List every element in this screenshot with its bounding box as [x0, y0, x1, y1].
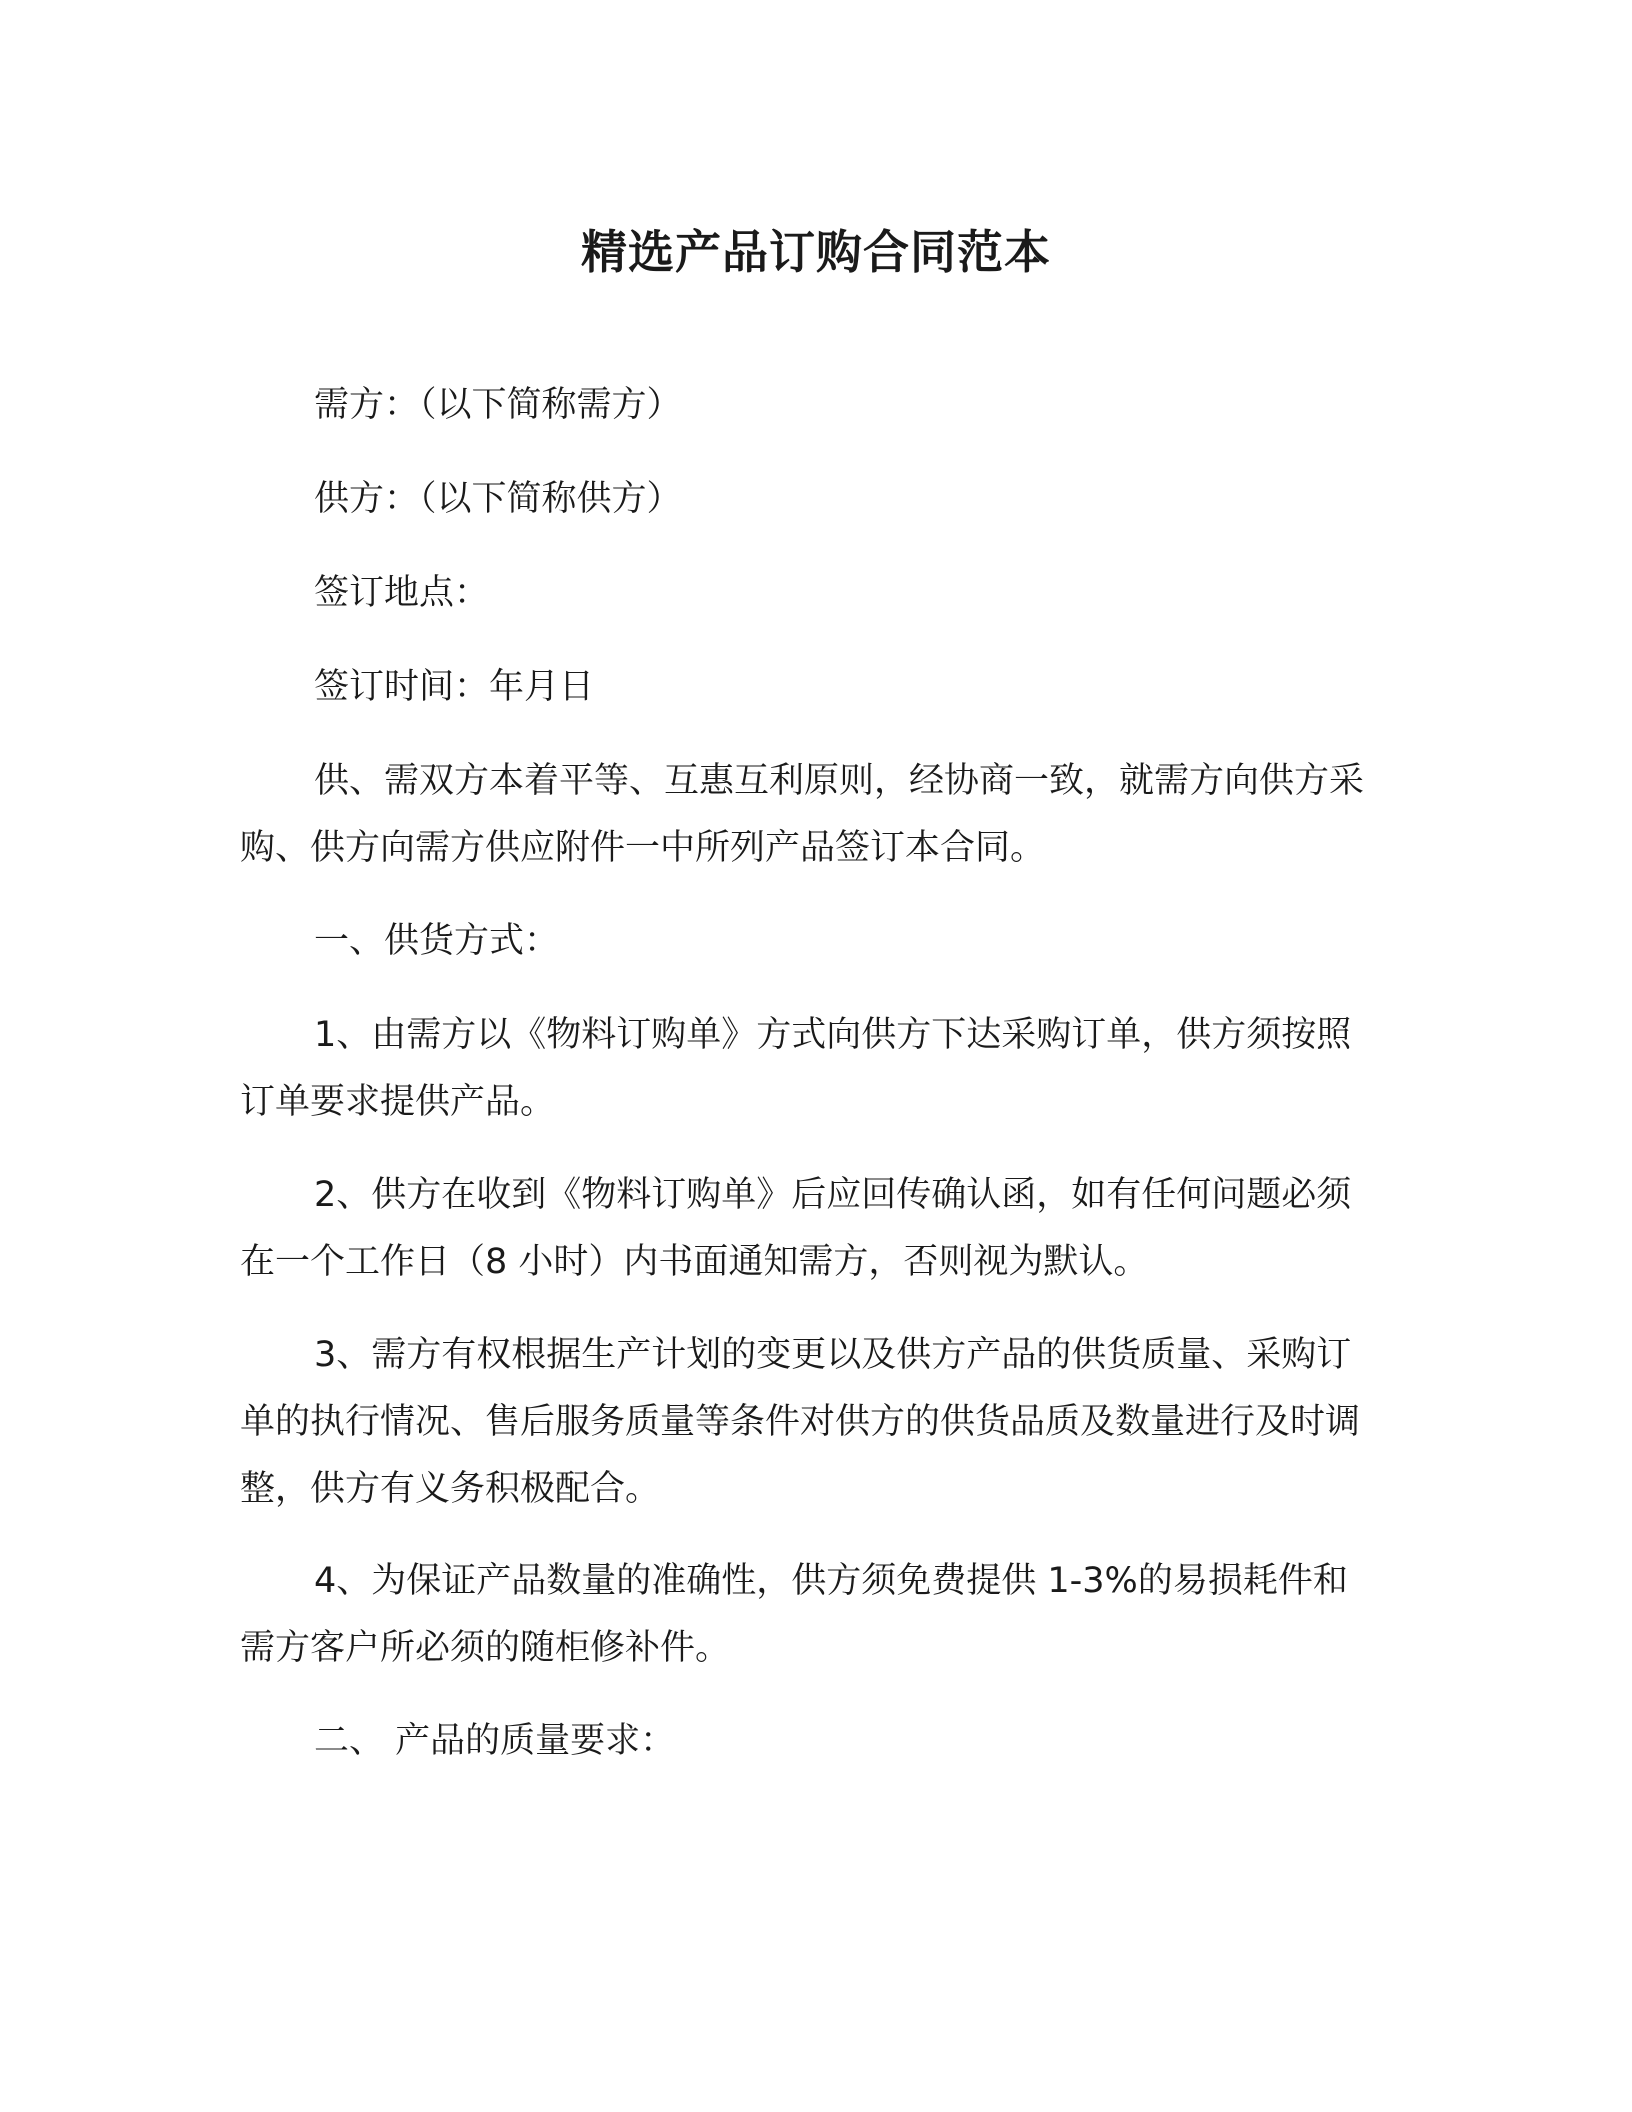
preamble-paragraph: 供、需双方本着平等、互惠互利原则，经协商一致，就需方向供方采购、供方向需方供应附件一中所列产品签订本合同。 [240, 761, 1365, 868]
clause-1-paragraph: 1、由需方以《物料订购单》方式向供方下达采购订单，供方须按照订单要求提供产品。 [240, 1015, 1352, 1122]
signing-place-line: 签订地点： [314, 573, 490, 613]
document-title: 精选产品订购合同范本 [581, 225, 1051, 279]
supplier-line: 供方：（以下简称供方） [314, 479, 682, 519]
clause-2-paragraph: 2、供方在收到《物料订购单》后应回传确认函，如有任何问题必须在一个工作日（8 小时）内书面通知需方，否则视为默认。 [240, 1175, 1352, 1282]
signing-time-line: 签订时间：年月日 [314, 667, 595, 707]
clause-3-paragraph: 3、需方有权根据生产计划的变更以及供方产品的供货质量、采购订单的执行情况、售后服务质量等条件对供方的供货品质及数量进行及时调整，供方有义务积极配合。 [240, 1335, 1361, 1509]
section-heading-quality: 二、 产品的质量要求： [314, 1721, 676, 1761]
buyer-line: 需方：（以下简称需方） [314, 385, 682, 425]
section-heading-supply-method: 一、供货方式： [314, 921, 560, 961]
clause-4-paragraph: 4、为保证产品数量的准确性，供方须免费提供 1-3%的易损耗件和需方客户所必须的随柜修补件。 [240, 1561, 1348, 1668]
